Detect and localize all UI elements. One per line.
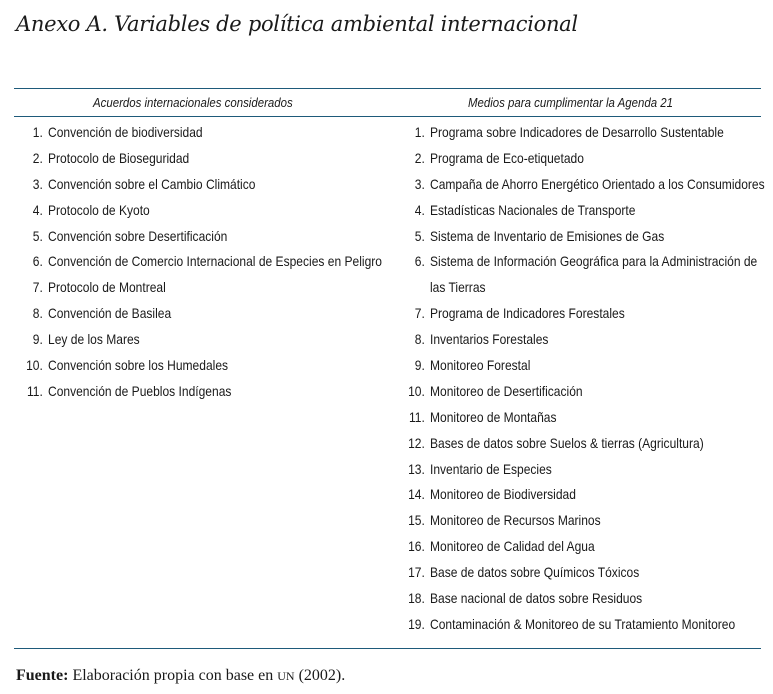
list-item (396, 228, 773, 254)
list-item (14, 202, 436, 228)
source-note (16, 667, 345, 685)
list-item (396, 409, 773, 435)
item-text: Convención de Basilea (48, 305, 172, 322)
list-item (396, 331, 773, 357)
item-text: Convención de biodiversidad (48, 124, 203, 140)
item-number: 6. (32, 253, 43, 270)
list-item (396, 383, 773, 409)
item-number: 8. (32, 305, 43, 322)
list-item (396, 512, 773, 538)
item-number: 2. (32, 149, 43, 166)
list-item (14, 331, 436, 357)
left-column-header: Acuerdos internacionales considerados (93, 95, 293, 110)
list-item (14, 279, 436, 305)
item-number: 8. (414, 331, 425, 348)
list-item (14, 253, 436, 279)
list-item (396, 435, 773, 461)
item-text: Base de datos sobre Químicos Tóxicos (430, 564, 640, 581)
list-item (14, 383, 436, 409)
item-number: 5. (32, 227, 43, 244)
source-text: Elaboración propia con base en (72, 667, 274, 684)
item-text: Contaminación & Monitoreo de su Tratamiento Monitoreo (430, 615, 736, 632)
item-number: 12. (408, 434, 425, 451)
item-text: Monitoreo de Montañas (430, 408, 557, 425)
source-abbr: UN (277, 669, 295, 683)
list-item (396, 124, 773, 150)
item-text: Monitoreo de Biodiversidad (430, 486, 576, 503)
item-text: Ley de los Mares (48, 331, 140, 348)
table-top-rule (14, 88, 761, 89)
header-bottom-rule (14, 116, 761, 117)
list-item (14, 228, 436, 254)
list-item (396, 357, 773, 383)
item-text: Inventarios Forestales (430, 331, 549, 348)
item-text: Bases de datos sobre Suelos & tierras (Agricultura) (430, 434, 704, 451)
list-item (14, 305, 436, 331)
right-list (396, 124, 773, 642)
item-number: 14. (408, 486, 425, 503)
page-title: Anexo A. Variables de política ambiental internacional (16, 12, 578, 36)
item-number: 11. (408, 408, 425, 425)
item-number: 18. (408, 590, 425, 607)
item-number: 1. (32, 124, 43, 140)
item-text: Convención sobre el Cambio Climático (48, 175, 256, 192)
item-text: Sistema de Información Geográfica para la Administración de (430, 253, 758, 270)
item-text: Convención sobre Desertificación (48, 227, 228, 244)
list-item (396, 590, 773, 616)
item-text: Protocolo de Kyoto (48, 201, 150, 218)
item-number: 19. (408, 615, 425, 632)
item-text: Monitoreo de Calidad del Agua (430, 538, 595, 555)
item-number: 13. (408, 460, 425, 477)
source-year: (2002). (298, 667, 346, 684)
item-text: Protocolo de Bioseguridad (48, 149, 190, 166)
list-item (14, 124, 436, 150)
item-text: Programa de Eco-etiquetado (430, 149, 584, 166)
list-item (396, 486, 773, 512)
list-item (396, 616, 773, 642)
list-item (396, 253, 773, 279)
item-text: Monitoreo de Desertificación (430, 382, 583, 399)
item-number: 7. (414, 305, 425, 322)
right-column-header: Medios para cumplimentar la Agenda 21 (468, 95, 673, 110)
item-text-continuation: las Tierras (430, 279, 486, 296)
item-number: 4. (32, 201, 43, 218)
item-number: 3. (414, 175, 425, 192)
item-text: Convención de Comercio Internacional de Especies en Peligro (48, 253, 382, 270)
item-text: Programa sobre Indicadores de Desarrollo Sustentable (430, 124, 724, 140)
item-number: 6. (414, 253, 425, 270)
item-number: 15. (408, 512, 425, 529)
item-text: Base nacional de datos sobre Residuos (430, 590, 643, 607)
item-number: 17. (408, 564, 425, 581)
list-item (396, 176, 773, 202)
left-list (14, 124, 436, 409)
item-number: 2. (414, 149, 425, 166)
item-number: 1. (414, 124, 425, 140)
list-item (396, 150, 773, 176)
item-text: Programa de Indicadores Forestales (430, 305, 625, 322)
item-text: Protocolo de Montreal (48, 279, 166, 296)
item-text: Estadísticas Nacionales de Transporte (430, 201, 636, 218)
list-item (396, 564, 773, 590)
item-text: Monitoreo de Recursos Marinos (430, 512, 601, 529)
item-number: 9. (414, 357, 425, 374)
item-text: Convención de Pueblos Indígenas (48, 382, 232, 399)
item-number: 10. (26, 357, 43, 374)
list-item (396, 538, 773, 564)
list-item (396, 202, 773, 228)
item-text: Campaña de Ahorro Energético Orientado a los Consumidores (430, 175, 765, 192)
item-text: Monitoreo Forestal (430, 357, 531, 374)
item-number: 3. (32, 175, 43, 192)
item-text: Inventario de Especies (430, 460, 552, 477)
item-text: Convención sobre los Humedales (48, 357, 229, 374)
item-number: 16. (408, 538, 425, 555)
item-text: Sistema de Inventario de Emisiones de Gas (430, 227, 665, 244)
list-item (14, 150, 436, 176)
list-item (396, 461, 773, 487)
list-item-continuation (396, 279, 773, 305)
item-number: 11. (26, 382, 43, 399)
list-item (14, 357, 436, 383)
table-bottom-rule (14, 648, 761, 649)
list-item (14, 176, 436, 202)
source-label: Fuente: (16, 667, 69, 684)
item-number: 4. (414, 201, 425, 218)
item-number: 7. (32, 279, 43, 296)
item-number: 5. (414, 227, 425, 244)
list-item (396, 305, 773, 331)
item-number: 9. (32, 331, 43, 348)
item-number: 10. (408, 382, 425, 399)
